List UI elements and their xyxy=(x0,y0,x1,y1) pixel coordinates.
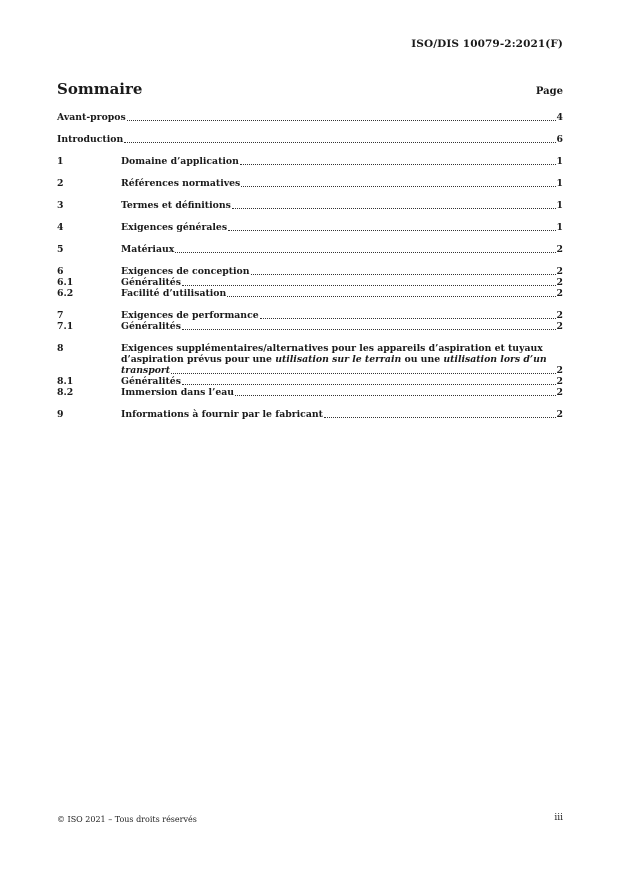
toc-entry-title: Exigences de performance xyxy=(121,310,259,321)
toc-entry-7-1[interactable] xyxy=(57,321,563,332)
dot-leader xyxy=(175,252,555,253)
toc-entry-page: 1 xyxy=(556,222,563,233)
toc-entry-number: 8.2 xyxy=(57,387,74,398)
dot-leader xyxy=(182,384,556,385)
toc-entry-title: Termes et définitions xyxy=(121,200,231,211)
toc-title: Sommaire xyxy=(57,80,143,98)
toc-entry-title: Matériaux xyxy=(121,244,175,255)
toc-entry-title: Introduction xyxy=(57,134,124,145)
toc-entry-number: 8 xyxy=(57,343,64,354)
toc-entry-title: Immersion dans l’eau xyxy=(121,387,235,398)
toc-entry-page: 2 xyxy=(556,365,563,376)
dot-leader xyxy=(260,318,556,319)
toc-entry-title: Généralités xyxy=(121,376,181,387)
dot-leader xyxy=(235,395,555,396)
toc-entry-title-line-1: Exigences supplémentaires/alternatives pour les appareils d’aspiration et tuyaux xyxy=(121,343,543,354)
table-of-contents xyxy=(57,112,563,420)
toc-entry-page: 6 xyxy=(556,134,563,145)
toc-entry-page: 4 xyxy=(556,112,563,123)
toc-entry-number: 4 xyxy=(57,222,64,233)
dot-leader xyxy=(241,186,555,187)
toc-entry-8-1[interactable] xyxy=(57,376,563,387)
toc-entry-page: 2 xyxy=(556,277,563,288)
toc-entry-title: Avant-propos xyxy=(57,112,126,123)
toc-entry-number: 8.1 xyxy=(57,376,74,387)
toc-entry-number: 2 xyxy=(57,178,64,189)
toc-entry-title: Exigences de conception xyxy=(121,266,250,277)
toc-entry-number: 6.2 xyxy=(57,288,74,299)
toc-entry-avant-propos[interactable] xyxy=(57,112,563,123)
dot-leader xyxy=(251,274,556,275)
toc-entry-title: Généralités xyxy=(121,321,181,332)
toc-entry-title-line-2: d’aspiration prévus pour une utilisation sur le terrain ou une utilisation lors d’un xyxy=(121,354,547,365)
toc-entry-number: 7 xyxy=(57,310,64,321)
toc-entry-3[interactable] xyxy=(57,200,563,211)
toc-entry-title-line-3: transport xyxy=(121,365,171,376)
toc-entry-page: 1 xyxy=(556,178,563,189)
toc-entry-number: 7.1 xyxy=(57,321,74,332)
dot-leader xyxy=(228,230,555,231)
toc-entry-2[interactable] xyxy=(57,178,563,189)
toc-entry-introduction[interactable] xyxy=(57,134,563,145)
page-number: iii xyxy=(554,813,563,823)
dot-leader xyxy=(232,208,556,209)
toc-entry-5[interactable] xyxy=(57,244,563,255)
dot-leader xyxy=(182,285,556,286)
toc-entry-title: Informations à fournir par le fabricant xyxy=(121,409,323,420)
dot-leader xyxy=(227,296,555,297)
toc-entry-8-2[interactable] xyxy=(57,387,563,398)
toc-entry-8[interactable] xyxy=(57,343,563,376)
toc-entry-page: 2 xyxy=(556,288,563,299)
toc-entry-number: 3 xyxy=(57,200,64,211)
toc-entry-title: Facilité d’utilisation xyxy=(121,288,227,299)
toc-entry-number: 6 xyxy=(57,266,64,277)
toc-entry-page: 2 xyxy=(556,310,563,321)
toc-entry-number: 5 xyxy=(57,244,64,255)
toc-entry-1[interactable] xyxy=(57,156,563,167)
toc-entry-title: Domaine d’application xyxy=(121,156,239,167)
toc-entry-title: Références normatives xyxy=(121,178,241,189)
toc-entry-page: 1 xyxy=(556,156,563,167)
toc-entry-number: 6.1 xyxy=(57,277,74,288)
toc-header xyxy=(57,80,563,98)
toc-entry-title: Exigences générales xyxy=(121,222,228,233)
toc-entry-page: 1 xyxy=(556,200,563,211)
dot-leader xyxy=(182,329,556,330)
toc-entry-6-1[interactable] xyxy=(57,277,563,288)
dot-leader xyxy=(171,373,555,374)
toc-entry-6[interactable] xyxy=(57,266,563,277)
dot-leader xyxy=(124,142,555,143)
document-identifier: ISO/DIS 10079-2:2021(F) xyxy=(411,38,563,50)
copyright-notice: © ISO 2021 – Tous droits réservés xyxy=(57,815,197,824)
dot-leader xyxy=(127,120,556,121)
toc-entry-4[interactable] xyxy=(57,222,563,233)
toc-entry-number: 9 xyxy=(57,409,64,420)
toc-entry-page: 2 xyxy=(556,409,563,420)
toc-entry-9[interactable] xyxy=(57,409,563,420)
toc-entry-page: 2 xyxy=(556,244,563,255)
toc-entry-page: 2 xyxy=(556,376,563,387)
toc-entry-page: 2 xyxy=(556,266,563,277)
dot-leader xyxy=(324,417,556,418)
toc-entry-page: 2 xyxy=(556,321,563,332)
toc-entry-7[interactable] xyxy=(57,310,563,321)
toc-entry-6-2[interactable] xyxy=(57,288,563,299)
toc-page-column-label: Page xyxy=(535,86,563,97)
toc-entry-title: Généralités xyxy=(121,277,181,288)
toc-entry-number: 1 xyxy=(57,156,64,167)
toc-entry-page: 2 xyxy=(556,387,563,398)
dot-leader xyxy=(240,164,556,165)
